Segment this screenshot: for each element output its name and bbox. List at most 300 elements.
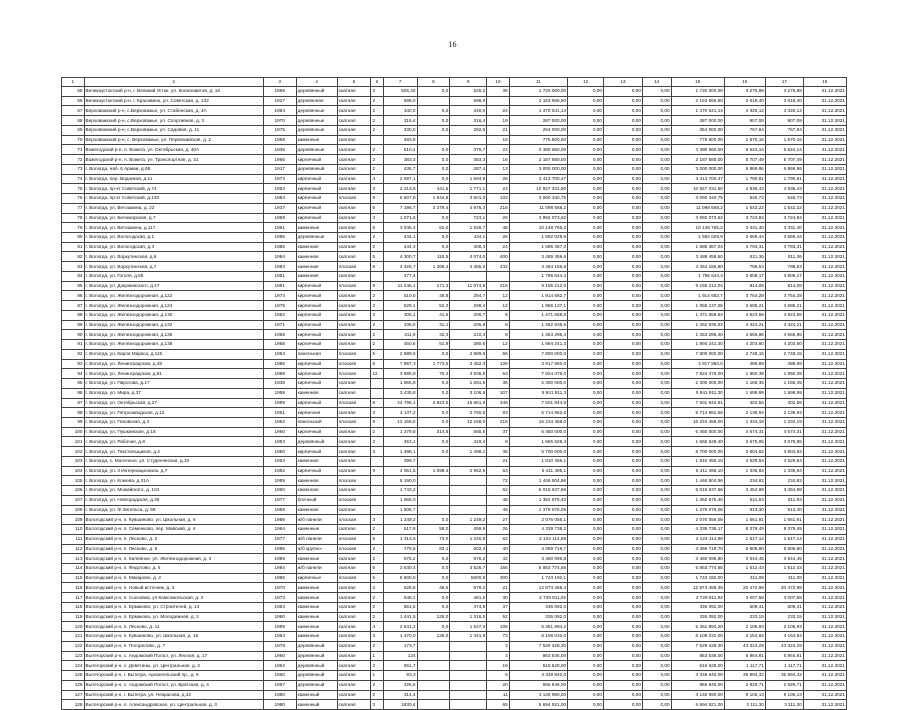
table-cell: 779,5	[383, 544, 417, 554]
table-cell: 1960	[263, 486, 296, 496]
table-cell: Вологодский р-н, п. Кувшиново, ул. Школьная, д. 6	[84, 515, 263, 525]
table-cell: 0,00	[642, 622, 671, 632]
table-cell: 2 187 680,00	[671, 155, 724, 165]
table-cell: 0,00	[642, 408, 671, 418]
table-row	[62, 427, 847, 437]
table-cell: 3 413 700,47	[671, 174, 724, 184]
table-cell: г. Вологда, ул. Пирогова, д.17	[84, 379, 263, 389]
table-cell: 4 936,43	[724, 184, 765, 194]
table-cell: 814,08	[724, 281, 765, 291]
table-cell	[417, 456, 450, 466]
table-cell: 0,00	[642, 349, 671, 359]
housing-repair-table	[61, 77, 847, 710]
table-cell: скатная	[337, 622, 371, 632]
table-cell: г. Вологда, ул. Воркутинская, д.6	[84, 252, 263, 262]
table-cell: 31.12.2021	[803, 700, 846, 710]
table-cell: 798,53	[765, 262, 803, 272]
table-cell: 112	[62, 544, 85, 554]
column-number-cell: 6	[371, 78, 383, 87]
table-cell: 92	[62, 349, 85, 359]
table-cell	[417, 486, 450, 496]
table-cell: 1 914 682,7	[671, 291, 724, 301]
table-cell: 24	[487, 184, 510, 194]
table-row	[62, 233, 847, 243]
table-cell: 2	[371, 145, 383, 155]
table-cell: 459,9	[450, 525, 487, 535]
table-cell: 383,3	[450, 155, 487, 165]
table-cell: скатная	[337, 125, 371, 135]
table-cell: 0,00	[642, 87, 671, 97]
table-cell: 31.12.2021	[803, 680, 846, 690]
table-cell: 0,00	[568, 466, 604, 476]
table-cell: 2	[371, 96, 383, 106]
table-cell: скатная	[337, 340, 371, 350]
table-cell: скатная	[337, 116, 371, 126]
table-cell: 0,00	[642, 155, 671, 165]
table-cell: каменные	[296, 583, 337, 593]
column-number-cell: 10	[487, 78, 510, 87]
table-cell: деревянный	[296, 651, 337, 661]
table-row	[62, 320, 847, 330]
table-cell: 0,00	[604, 525, 643, 535]
table-cell: 0,00	[568, 476, 604, 486]
table-cell: 26	[487, 525, 510, 535]
table-cell: 0,00	[642, 125, 671, 135]
table-cell: 31.12.2021	[803, 583, 846, 593]
table-cell: 100	[62, 427, 85, 437]
table-cell: 24	[487, 106, 510, 116]
table-cell: 3 917 860,0	[671, 359, 724, 369]
table-cell: 9	[371, 194, 383, 204]
table-cell: 0,00	[604, 213, 643, 223]
table-cell: 0,0	[417, 213, 450, 223]
table-row	[62, 573, 847, 583]
table-cell: 0,00	[604, 281, 643, 291]
table-cell: 73	[487, 632, 510, 642]
table-cell: 233,15	[724, 612, 765, 622]
table-cell: 12	[487, 291, 510, 301]
table-cell: 2 076 056,1	[509, 515, 567, 525]
table-cell: 2 748,15	[765, 349, 803, 359]
table-cell: 0,00	[604, 271, 643, 281]
table-cell: скатная	[337, 106, 371, 116]
table-cell: деревянные	[296, 116, 337, 126]
table-cell: 0,00	[642, 398, 671, 408]
table-cell: 171,3	[417, 281, 450, 291]
table-cell: 1 699,99	[724, 388, 765, 398]
table-cell: 9	[371, 398, 383, 408]
table-cell: каменные	[296, 632, 337, 642]
table-cell: кирпичный	[296, 320, 337, 330]
table-cell: 0,00	[642, 495, 671, 505]
table-cell: 0,00	[568, 116, 604, 126]
table-cell: г. Вологда, ул. Железнодорожная, д.132	[84, 320, 263, 330]
table-cell: 453,1	[383, 437, 417, 447]
table-cell: 2 213,8	[383, 184, 417, 194]
table-row	[62, 223, 847, 233]
table-cell: 548,1	[383, 593, 417, 603]
table-cell: 52,3	[417, 301, 450, 311]
table-cell: плоская	[337, 359, 371, 369]
table-cell: 4 369 719,70	[671, 544, 724, 554]
table-cell: 0,0	[417, 622, 450, 632]
table-cell: 0,00	[568, 96, 604, 106]
table-cell: скатная	[337, 437, 371, 447]
table-row	[62, 641, 847, 651]
table-row	[62, 544, 847, 554]
table-cell: 336 092,0	[509, 602, 567, 612]
table-row	[62, 602, 847, 612]
table-cell: скатная	[337, 213, 371, 223]
table-cell	[450, 486, 487, 496]
table-cell	[487, 96, 510, 106]
table-cell: 3 675,85	[765, 437, 803, 447]
table-row	[62, 281, 847, 291]
table-cell: 2	[371, 593, 383, 603]
table-cell: 0,00	[604, 408, 643, 418]
table-cell: 0,00	[604, 554, 643, 564]
table-cell: 399,7	[383, 456, 417, 466]
table-cell: 0,00	[568, 213, 604, 223]
table-cell: 2 750,5	[450, 408, 487, 418]
table-cell: 1986	[263, 359, 296, 369]
table-cell: 3 992 073,62	[509, 213, 567, 223]
table-cell: 36	[487, 447, 510, 457]
table-cell: 78	[62, 213, 85, 223]
table-row	[62, 495, 847, 505]
column-number-cell: 4	[296, 78, 337, 87]
table-cell: 4 074,0	[450, 252, 487, 262]
table-cell: 5	[371, 534, 383, 544]
table-cell: 3 454 156,8	[509, 262, 567, 272]
table-cell: скатная	[337, 87, 371, 97]
table-cell: 48,6	[417, 583, 450, 593]
table-cell: 3 137,2	[383, 408, 417, 418]
table-cell: 0,00	[568, 408, 604, 418]
table-cell: г. Вологда, ул. Рабочая, д.8	[84, 437, 263, 447]
table-cell: 116	[62, 583, 85, 593]
table-cell: 41,6	[417, 310, 450, 320]
table-cell: 1 441,5	[383, 612, 417, 622]
table-row	[62, 388, 847, 398]
table-cell: 2	[371, 106, 383, 116]
table-cell: 976,2	[383, 554, 417, 564]
table-cell: 0,00	[568, 671, 604, 681]
table-cell: 0,00	[604, 388, 643, 398]
table-cell: скатная	[337, 690, 371, 700]
table-cell: 0,00	[568, 544, 604, 554]
table-cell	[417, 96, 450, 106]
table-cell: 1 542,22	[724, 203, 765, 213]
table-cell: 0,00	[642, 213, 671, 223]
table-cell: каменный	[296, 690, 337, 700]
table-cell: скатная	[337, 447, 371, 457]
table-cell: 2	[371, 583, 383, 593]
table-cell	[371, 271, 383, 281]
table-cell: 12 168,0	[383, 417, 417, 427]
table-cell: 1970	[263, 116, 296, 126]
table-cell: 8 379,49	[765, 525, 803, 535]
table-cell: 1 699,99	[765, 388, 803, 398]
table-cell: кирпичный	[296, 369, 337, 379]
table-cell: 31.12.2021	[803, 505, 846, 515]
table-cell: 3 501,0	[450, 194, 487, 204]
table-cell: 31.12.2021	[803, 602, 846, 612]
table-cell: 0,00	[604, 437, 643, 447]
table-cell: скатная	[337, 486, 371, 496]
table-cell: 956 846,00	[509, 680, 567, 690]
table-row	[62, 145, 847, 155]
table-cell	[371, 476, 383, 486]
table-cell: 2	[371, 330, 383, 340]
table-cell: 0,00	[642, 554, 671, 564]
table-cell: 0,00	[604, 427, 643, 437]
table-cell: скатная	[337, 554, 371, 564]
table-cell: Вожегодский р-н, п. Вожега, ул. Транспортная, д. 31	[84, 155, 263, 165]
table-cell: 2	[371, 233, 383, 243]
table-cell: 1963	[263, 602, 296, 612]
table-cell: 3 836,5	[450, 369, 487, 379]
table-cell: 0,00	[642, 671, 671, 681]
table-cell: Вологодский р-н, п. Ермаково, ул. Строителей, д. 14	[84, 602, 263, 612]
table-cell: 1989	[263, 622, 296, 632]
table-cell: 0,00	[568, 641, 604, 651]
table-cell: 0,00	[604, 242, 643, 252]
table-cell: 0,00	[568, 271, 604, 281]
table-cell: 104	[62, 466, 85, 476]
table-cell: 2 124 114,98	[509, 534, 567, 544]
table-cell: 1 542,22	[765, 203, 803, 213]
table-cell: 0,00	[604, 495, 643, 505]
table-cell: кирпичный	[296, 310, 337, 320]
table-cell: 3	[371, 700, 383, 710]
table-cell: 0,0	[417, 447, 450, 457]
table-cell: Великоустюгский р-н, г. Красавино, ул. Советская, д. 132	[84, 96, 263, 106]
table-cell: 0,0	[417, 349, 450, 359]
table-cell: 5 411 495,10	[671, 466, 724, 476]
table-cell	[417, 271, 450, 281]
table-row	[62, 174, 847, 184]
table-cell: 767,84	[724, 125, 765, 135]
table-cell: 31.12.2021	[803, 262, 846, 272]
table-cell: 616 628,00	[509, 661, 567, 671]
table-cell: 1986	[263, 233, 296, 243]
table-cell: 58,0	[417, 525, 450, 535]
table-cell: 31.12.2021	[803, 194, 846, 204]
table-cell: 67	[62, 106, 85, 116]
table-cell: 0,00	[568, 379, 604, 389]
table-cell: 0,00	[642, 427, 671, 437]
table-cell: 609,41	[765, 602, 803, 612]
table-cell: 311,08	[724, 573, 765, 583]
table-cell: 93	[487, 408, 510, 418]
table-cell: 1960	[263, 671, 296, 681]
table-cell: 1953	[263, 184, 296, 194]
table-cell: 0,00	[642, 203, 671, 213]
table-cell: Вытегорский р-н, п. Александровское, ул. Центральная, д. 3	[84, 700, 263, 710]
table-cell: 31.12.2021	[803, 349, 846, 359]
table-cell: 3 793,31	[765, 242, 803, 252]
table-cell: 4 665,86	[724, 330, 765, 340]
table-cell: кирпичный	[296, 213, 337, 223]
table-cell: скатная	[337, 456, 371, 466]
column-number-cell: 15	[671, 78, 724, 87]
table-cell: плоская	[337, 534, 371, 544]
table-cell: 31.12.2021	[803, 515, 846, 525]
table-cell: 4 154,84	[765, 632, 803, 642]
table-cell: 3 724,84	[724, 213, 765, 223]
table-cell	[371, 495, 383, 505]
table-cell: 31.12.2021	[803, 573, 846, 583]
table-cell: 1 950,39	[724, 369, 765, 379]
table-row	[62, 505, 847, 515]
table-cell: 0,00	[604, 96, 643, 106]
table-cell: 31.12.2021	[803, 651, 846, 661]
table-cell: 31.12.2021	[803, 213, 846, 223]
table-cell: 2 929,71	[724, 680, 765, 690]
table-cell: 3 618,40	[724, 96, 765, 106]
table-cell: 2	[371, 690, 383, 700]
table-cell: 3 111,30	[765, 700, 803, 710]
table-cell: 0,0	[417, 116, 450, 126]
table-cell: кирпичная	[296, 408, 337, 418]
table-cell: 3 804,82	[765, 447, 803, 457]
table-cell: 3 331,40	[765, 223, 803, 233]
table-cell: 31.12.2021	[803, 427, 846, 437]
table-cell: скатная	[337, 310, 371, 320]
table-cell: 0,00	[642, 573, 671, 583]
table-cell: 0,00	[642, 174, 671, 184]
table-cell: 11 074,8	[450, 281, 487, 291]
table-cell: 88	[62, 310, 85, 320]
table-cell: 0,00	[568, 164, 604, 174]
table-cell: 3 106,6	[450, 388, 487, 398]
table-cell: 52	[487, 612, 510, 622]
table-cell: Вытегорский р-н, с. Андомский Погост, ул. Братская, д. 4	[84, 680, 263, 690]
table-cell: 436,7	[383, 164, 417, 174]
table-cell: 234,82	[765, 476, 803, 486]
table-cell: 4 324,21	[724, 320, 765, 330]
table-cell: 811,36	[765, 252, 803, 262]
table-cell: 2 097,1	[383, 174, 417, 184]
table-cell: 0,00	[568, 505, 604, 515]
table-cell: 31.12.2021	[803, 203, 846, 213]
table-row	[62, 203, 847, 213]
table-cell: Великоустюгский р-н, г. Великий Устюг, ул. Космонавтов, д. 18	[84, 87, 263, 97]
table-cell: скатная	[337, 379, 371, 389]
table-cell: 1958	[263, 213, 296, 223]
table-cell: 0,00	[568, 661, 604, 671]
table-cell: 0,00	[604, 252, 643, 262]
table-cell: г. Вологда, ул. Беломорская, д.7	[84, 213, 263, 223]
table-row	[62, 456, 847, 466]
table-cell: кирпичный	[296, 427, 337, 437]
table-cell: г. Вологда, ул. Железнодорожная, д.122	[84, 291, 263, 301]
table-cell: 0,00	[604, 398, 643, 408]
table-cell: 1 446 504,96	[509, 476, 567, 486]
table-cell: 0,00	[642, 262, 671, 272]
table-cell: 0,00	[604, 116, 643, 126]
table-cell: 4 324,21	[765, 320, 803, 330]
table-cell: 2 300 000,00	[671, 379, 724, 389]
table-cell: 1 914 682,7	[509, 291, 567, 301]
table-cell: 444,3	[383, 242, 417, 252]
table-cell: 0,0	[417, 125, 450, 135]
table-cell: г. Вологда, ул. Ф.Энгельса, д. 58	[84, 505, 263, 515]
table-cell: 2 889,6	[450, 349, 487, 359]
table-cell: 107	[62, 495, 85, 505]
table-cell: 2	[371, 602, 383, 612]
table-cell: 0,00	[604, 515, 643, 525]
table-cell: 6 108 032,0	[509, 632, 567, 642]
table-cell: 1978	[263, 641, 296, 651]
table-cell: 340,0	[383, 106, 417, 116]
table-cell: 0,00	[604, 573, 643, 583]
table-cell: 31.12.2021	[803, 320, 846, 330]
table-cell: 0,00	[568, 651, 604, 661]
table-cell: плоская	[337, 515, 371, 525]
table-cell: 3 140 990,00	[509, 690, 567, 700]
table-cell: 1984	[263, 252, 296, 262]
table-cell: 0,00	[604, 622, 643, 632]
table-cell: 2 929,71	[765, 680, 803, 690]
table-cell: 287 000,00	[671, 116, 724, 126]
table-cell: 56	[487, 349, 510, 359]
table-cell: деревянные	[296, 233, 337, 243]
table-cell: 31.12.2021	[803, 340, 846, 350]
table-cell: 1961	[263, 223, 296, 233]
table-cell: г. Вологда, ул. Карла Маркса, д.115	[84, 349, 263, 359]
table-cell: 93	[62, 359, 85, 369]
table-cell: 0,00	[604, 651, 643, 661]
table-cell: 1 790,81	[765, 174, 803, 184]
table-cell: 1 506,7	[383, 505, 417, 515]
table-cell: 7 824 475,00	[671, 369, 724, 379]
table-cell: 1 368,4	[417, 262, 450, 272]
table-cell: 1962	[263, 310, 296, 320]
table-cell: 0,00	[642, 583, 671, 593]
table-cell: 3	[487, 641, 510, 651]
table-cell: 302,56	[724, 398, 765, 408]
table-cell: 6 964,81	[724, 651, 765, 661]
table-cell: 0,00	[642, 164, 671, 174]
table-cell: 616 628,00	[671, 661, 724, 671]
table-cell: 21	[487, 583, 510, 593]
table-cell: 1 379,8	[383, 427, 417, 437]
table-cell: 11	[487, 690, 510, 700]
table-cell: 1968	[263, 135, 296, 145]
table-row	[62, 563, 847, 573]
table-cell: 66	[62, 96, 85, 106]
table-cell: 346	[487, 398, 510, 408]
table-cell: 123	[62, 651, 85, 661]
table-cell: 0,00	[642, 310, 671, 320]
table-cell: 441,6	[417, 184, 450, 194]
table-cell: 10 148 765,2	[671, 223, 724, 233]
table-cell: 0,00	[568, 554, 604, 564]
table-cell: 62	[487, 486, 510, 496]
table-cell: 0,00	[568, 437, 604, 447]
table-cell: 31.12.2021	[803, 534, 846, 544]
table-cell: 1966	[263, 155, 296, 165]
table-cell: скатная	[337, 174, 371, 184]
table-cell: 3 754,28	[765, 291, 803, 301]
table-row	[62, 398, 847, 408]
table-cell: 3 675,85	[724, 437, 765, 447]
table-cell: каменный	[296, 700, 337, 710]
table-cell: 97	[62, 398, 85, 408]
table-cell: 0,00	[604, 700, 643, 710]
